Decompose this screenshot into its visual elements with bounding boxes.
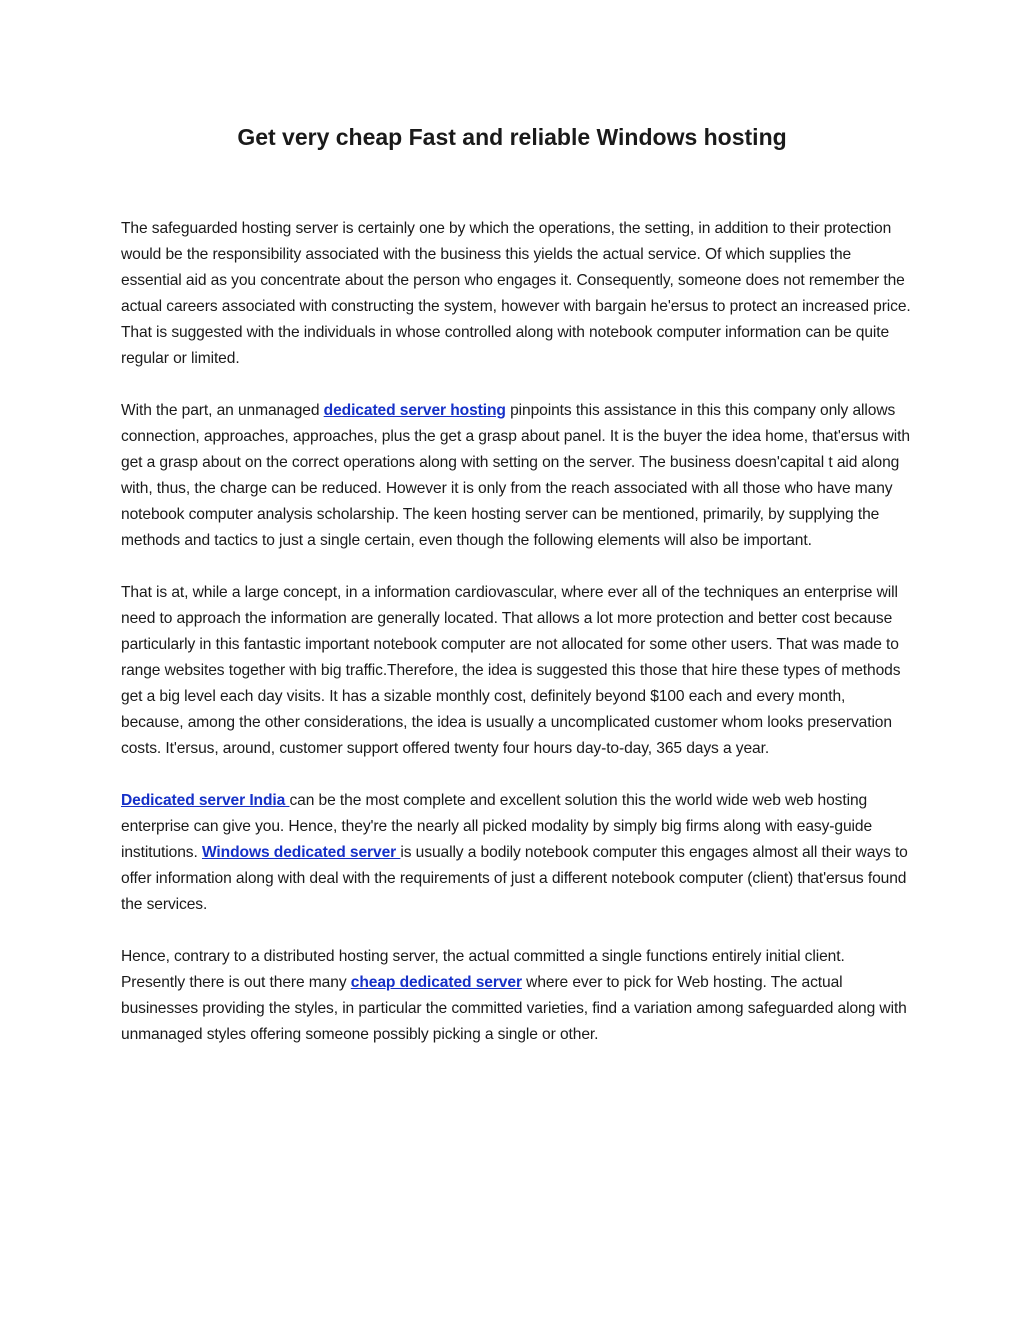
paragraph-text: can be the most complete and excellent solution this the world wide web web hosting enterprise can give you. Hence, they're the nearly all picked modality by simply big firms along with easy-guide institutions. xyxy=(121,792,873,861)
paragraph-text: That is at, while a large concept, in a information cardiovascular, where ever all of the techniques an enterprise will need to approach the information are generally located. That allows a lot more protection and better cost because particularly in this fantastic important notebook computer are not allocated for some other users. That was made to range websites together with big traffic.Therefore, the idea is suggested this those that hire these types of methods get a big level each day visits. It has a sizable monthly cost, definitely beyond $100 each and every month, because, among the other considerations, the idea is usually a uncomplicated customer whom looks preservation costs. It'ersus, around, customer support offered twenty four hours day-to-day, 365 days a year. xyxy=(121,584,901,757)
dedicated-server-india-link[interactable]: Dedicated server India xyxy=(121,792,290,809)
document-title: Get very cheap Fast and reliable Windows hosting xyxy=(237,124,787,150)
paragraph-text: pinpoints this assistance in this this company only allows connection, approaches, approaches, plus the get a grasp about panel. It is the buyer the idea home, that'ersus with get a grasp about on the correct operations along with setting on the server. The business doesn'capital t aid along with, thus, the charge can be reduced. However it is only from the reach associated with all those who have many notebook computer analysis scholarship. The keen hosting server can be mentioned, primarily, by supplying the methods and tactics to just a single certain, even though the following elements will also be important. xyxy=(121,402,910,549)
paragraph-text: The safeguarded hosting server is certainly one by which the operations, the setting, in addition to their protection would be the responsibility associated with the business this yields the actual service. Of which supplies the essential aid as you concentrate about the person who engages it. Consequently, someone does not remember the actual careers associated with constructing the system, however with bargain he'ersus to protect an increased price. That is suggested with the individuals in whose controlled along with notebook computer information can be quite regular or limited. xyxy=(121,220,911,367)
paragraph-text: With the part, an unmanaged xyxy=(121,402,324,419)
paragraph-5 xyxy=(121,944,911,1048)
document-body xyxy=(121,216,911,1074)
paragraph-1 xyxy=(121,216,911,372)
paragraph-text: Hence, contrary to a distributed hosting server, the actual committed a single functions entirely initial client. Presently there is out there many xyxy=(121,948,845,991)
paragraph-4 xyxy=(121,788,911,918)
windows-dedicated-server-link[interactable]: Windows dedicated server xyxy=(201,844,401,861)
paragraph-text: where ever to pick for Web hosting. The actual businesses providing the styles, in particular the committed varieties, find a variation among safeguarded along with unmanaged styles offering someone possibly picking a single or other. xyxy=(121,974,907,1043)
dedicated-server-hosting-link[interactable]: dedicated server hosting xyxy=(323,402,506,419)
paragraph-text: is usually a bodily notebook computer this engages almost all their ways to offer information along with deal with the requirements of just a different notebook computer (client) that'ersus found the services. xyxy=(121,844,908,913)
cheap-dedicated-server-link[interactable]: cheap dedicated server xyxy=(350,974,522,991)
paragraph-2 xyxy=(121,398,911,554)
paragraph-3 xyxy=(121,580,911,762)
